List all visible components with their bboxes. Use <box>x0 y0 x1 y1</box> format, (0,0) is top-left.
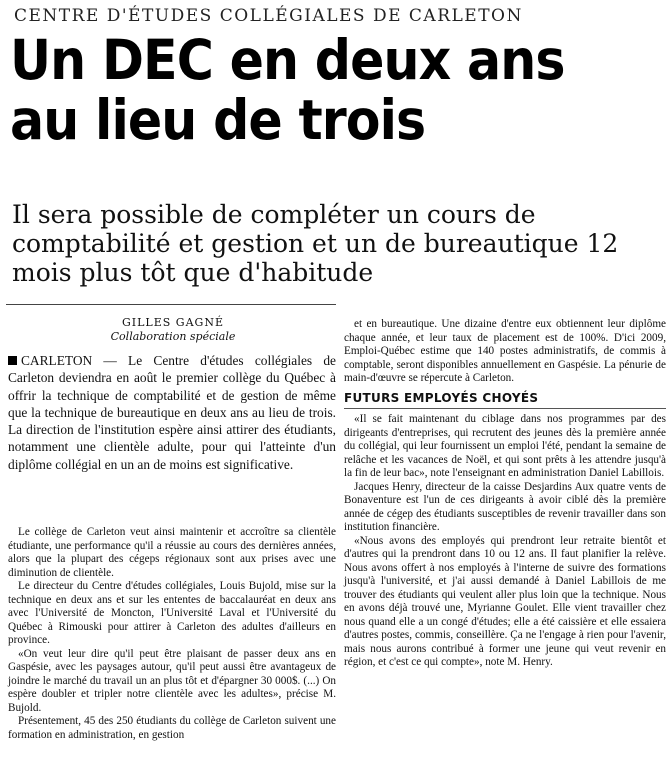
byline-author: GILLES GAGNÉ <box>122 316 224 329</box>
paragraph: Présentement, 45 des 250 étudiants du collège de Carleton suivent une formation en administration, en gestion <box>8 715 336 741</box>
paragraph: et en bureautique. Une dizaine d'entre eux obtiennent leur diplôme chaque année, et leur taux de placement est de 100%. D'ici 2009, Emploi-Québec estime que 140 postes administratifs, de commis à comptable, seront disponibles annuellement en Gaspésie. La pénurie de main-d'œuvre se répercute à Carleton. <box>344 318 666 384</box>
headline: Un DEC en deux ans au lieu de trois <box>10 28 565 152</box>
byline-role: Collaboration spéciale <box>110 330 236 343</box>
paragraph: «Il se fait maintenant du ciblage dans nos programmes par des dirigeants d'entreprises, qui recrutent des jeunes dès la première année du collégial, qui leur fournissent un emploi l'été, pendant la semaine de relâche et les vacances de Noël, et qui sont prêts à les attendre jusqu'à la fin de leur bac», note l'enseignant en administration Daniel Labillois. <box>344 413 666 479</box>
paragraph: Le directeur du Centre d'études collégiales, Louis Bujold, mise sur la technique en deux ans et sur les ententes de baccalauréat en deux ans avec l'Université de Moncton, l'Université Laval et l'Université du Québec à Rimouski pour attirer à Carleton des adultes d'ailleurs en province. <box>8 580 336 646</box>
paragraph: «On veut leur dire qu'il peut être plaisant de passer deux ans en Gaspésie, avec les paysages autour, qu'il peut aussi être avantageux de joindre le marché du travail un an plus tôt et d'épargner 30 000$. (...) On espère doubler et tripler notre clientèle avec les adultes», précise M. Bujold. <box>8 647 336 714</box>
paragraph: Le collège de Carleton veut ainsi maintenir et accroître sa clientèle étudiante, une performance qu'il a réussie au cours des dernières années, alors que la plupart des cégeps régionaux sont aux prises avec une diminution de clientèle. <box>8 526 336 579</box>
square-bullet-icon <box>8 356 17 365</box>
lead-paragraph <box>8 352 336 473</box>
kicker: CENTRE D'ÉTUDES COLLÉGIALES DE CARLETON <box>14 6 523 26</box>
paragraph: Jacques Henry, directeur de la caisse Desjardins Aux quatre vents de Bonaventure est l'un de ces dirigeants à avoir ciblé dès la première année de cégep des étudiants susceptibles de revenir travailler dans son institution financière. <box>344 480 666 533</box>
lead-text: CARLETON — Le Centre d'études collégiales de Carleton deviendra en août le premier collège du Québec à offrir la technique de comptabilité et de gestion de même que la technique de bureautique en deux ans au lieu de trois. La direction de l'institution espère ainsi attirer des étudiants, notamment une clientèle adulte, pour qui l'atteinte d'un diplôme collégial en un an de moins est significative. <box>8 353 336 472</box>
left-column <box>8 526 336 742</box>
section-subhead: FUTURS EMPLOYÉS CHOYÉS <box>344 390 539 405</box>
paragraph: «Nous avons des employés qui prendront leur retraite bientôt et d'autres qui la prendront dans 10 ou 12 ans. Il faut planifier la relève. Nous avons offert à nos employés à l'interne de suivre des formations jusqu'à l'université, et j'ai aussi demandé à Daniel Labillois de me trouver des étudiants qui veulent aller plus loin que la technique. Nous en avons déjà trouvé une, Myrianne Goulet. Elle vient travailler chez nous quand elle a un congé d'études; elle a été caissière et elle essaiera d'autres postes, commis, conseillère. Ça ne l'engage à rien pour l'avenir, mais nous aurons contribué à former une jeune qui veut revenir en région, et c'est ce qui compte», note M. Henry. <box>344 534 666 668</box>
byline-rule <box>6 304 336 305</box>
subhead-rule <box>344 408 666 409</box>
right-column <box>344 318 666 670</box>
byline <box>8 316 338 344</box>
deck-subtitle: Il sera possible de compléter un cours de comptabilité et gestion et un de bureautique 12 mois plus tôt que d'habitude <box>12 200 619 287</box>
